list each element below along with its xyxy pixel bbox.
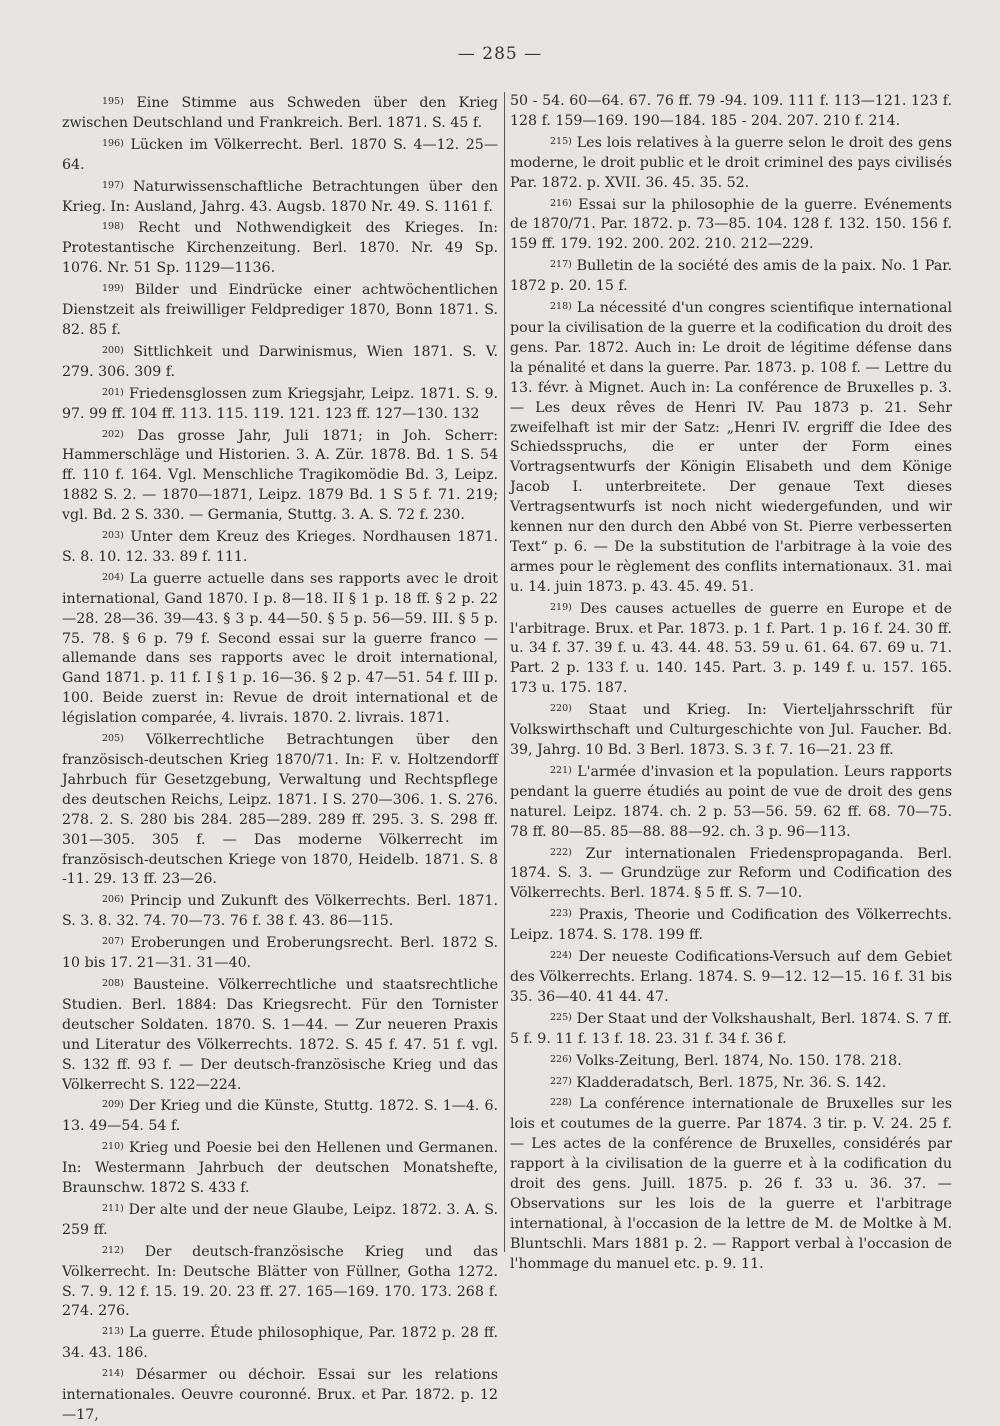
footnote xyxy=(510,194,952,256)
footnote xyxy=(510,1093,952,1274)
footnote-number: 216) xyxy=(550,197,572,209)
footnote xyxy=(62,279,498,341)
footnote xyxy=(510,255,952,297)
footnote xyxy=(62,383,498,425)
footnote xyxy=(62,341,498,383)
footnote-text: Les lois relatives à la guerre selon le droit des gens moderne, le droit public et le droit criminel des pays civilisés Par. 1872. p. XVII. 36. 45. 35. 52. xyxy=(510,134,952,191)
footnote-text: Eine Stimme aus Schweden über den Krieg zwischen Deutschland und Frankreich. Berl. 1871. S. 45 f. xyxy=(62,95,498,131)
footnote xyxy=(62,1241,498,1323)
footnote-number: 214) xyxy=(102,1368,124,1380)
page-number: — 285 — xyxy=(457,44,543,64)
footnote-number: 209) xyxy=(102,1099,124,1111)
footnote-text: Staat und Krieg. In: Vierteljahrsschrift für Volkswirthschaft und Culturgeschichte von Jul. Faucher. Bd. 39, Jahrg. 10 Bd. 3 Berl. 1873. S. 3 f. 7. 16—21. 23 ff. xyxy=(510,702,952,758)
footnote-number: 220) xyxy=(550,703,572,715)
footnote-number: 222) xyxy=(550,846,572,858)
footnote-number: 227) xyxy=(550,1075,572,1087)
footnote-text: Eroberungen und Eroberungsrecht. Berl. 1872 S. 10 bis 17. 21—31. 31—40. xyxy=(62,935,498,972)
footnote-number: 210) xyxy=(102,1141,124,1153)
footnote-number: 204) xyxy=(102,571,124,583)
footnote-number: 228) xyxy=(550,1097,572,1109)
footnote-number: 224) xyxy=(550,950,572,962)
footnote-text: La guerre. Étude philosophique, Par. 1872 p. 28 ff. 34. 43. 186. xyxy=(62,1325,498,1362)
footnote xyxy=(510,904,952,946)
footnote-text: Recht und Nothwendigkeit des Krieges. In: Protestantische Kirchenzeitung. Berl. 1870. Nr. 49 Sp. 1076. Nr. 51 Sp. 1129—1136. xyxy=(62,220,498,277)
footnote xyxy=(510,92,952,132)
footnote-text: Volks-Zeitung, Berl. 1874, No. 150. 178. 218. xyxy=(576,1052,902,1069)
footnote xyxy=(510,761,952,843)
footnote-number: 206) xyxy=(102,894,124,906)
footnote xyxy=(510,1072,952,1094)
footnote xyxy=(62,568,498,729)
column-divider xyxy=(504,92,505,1252)
footnote-text: Bausteine. Völkerrechtliche und staatsrechtliche Studien. Berl. 1884: Das Kriegsrecht. Für den Tornister deutscher Soldaten. 1870. S. 1—44. — Zur neueren Praxis und Literatur des Völkerrechts. 1872. S. 45 f. 47. 51 f. vgl. S. 132 ff. 93 f. — Der deutsch-französische Krieg und das Völkerrecht S. 122—224. xyxy=(62,976,498,1093)
footnote xyxy=(62,932,498,974)
footnote-number: 197) xyxy=(102,179,124,191)
footnote-text: Zur internationalen Friedenspropaganda. Berl. 1874. S. 3. — Grundzüge zur Reform und Codification des Völkerrechts. Berl. 1874. § 5 ff. S. 7—10. xyxy=(510,845,952,902)
footnote-text: Bilder und Eindrücke einer achtwöchentlichen Dienstzeit als freiwilliger Feldprediger 1870, Bonn 1871. S. 82. 85 f. xyxy=(62,282,498,338)
footnote-number: 202) xyxy=(102,428,124,440)
footnote-number: 218) xyxy=(550,301,572,313)
footnote xyxy=(510,1008,952,1050)
footnote xyxy=(62,92,498,134)
left-column xyxy=(62,92,498,1426)
footnote-number: 219) xyxy=(550,601,572,613)
footnote-text: 50 - 54. 60—64. 67. 76 ff. 79 -94. 109. 111 f. 113—121. 123 f. 128 f. 159—169. 190—184. 185 - 204. 207. 210 f. 214. xyxy=(510,93,952,129)
footnote-number: 223) xyxy=(550,908,572,920)
footnote-text: Der deutsch-französische Krieg und das Völkerrecht. In: Deutsche Blätter von Füllner, Gotha 1272. S. 7. 9. 12 f. 15. 19. 20. 23 ff. 27. 165—169. 170. 173. 268 f. 274. 276. xyxy=(62,1243,498,1320)
footnote-text: Der Krieg und die Künste, Stuttg. 1872. S. 1—4. 6. 13. 49—54. 54 f. xyxy=(62,1098,498,1135)
footnote-text: Sittlichkeit und Darwinismus, Wien 1871. S. V. 279. 306. 309 f. xyxy=(62,343,498,380)
footnote-number: 205) xyxy=(102,733,124,745)
footnote-text: Praxis, Theorie und Codification des Völkerrechts. Leipz. 1874. S. 178. 199 ff. xyxy=(510,907,952,944)
footnote-number: 196) xyxy=(102,137,124,149)
right-column xyxy=(510,92,952,1275)
footnote xyxy=(62,425,498,527)
footnote-number: 203) xyxy=(102,530,124,542)
footnote-text: Lücken im Völkerrecht. Berl. 1870 S. 4—12. 25—64. xyxy=(62,136,499,173)
footnote xyxy=(62,1364,498,1426)
footnote-text: Krieg und Poesie bei den Hellenen und Germanen. In: Westermann Jahrbuch der deutschen Monatshefte, Braunschw. 1872 S. 433 f. xyxy=(62,1140,499,1197)
footnote-text: Princip und Zukunft des Völkerrechts. Berl. 1871. S. 3. 8. 32. 74. 70—73. 76 f. 38 f. 43. 86—115. xyxy=(62,893,498,930)
footnote-text: L'armée d'invasion et la population. Leurs rapports pendant la guerre étudiés au point de vue de droit des gens naturel. Leipz. 1874. ch. 2 p. 53—56. 59. 62 ff. 68. 70—75. 78 ff. 80—85. 85—88. 88—92. ch. 3 p. 96—113. xyxy=(510,763,952,840)
footnote-text: La nécessité d'un congres scientifique international pour la civilisation de la guerre et la codification du droit des gens. Par. 1872. Auch in: Le droit de légitime défense dans la pénalité et dans la guerre. Par. 1873. p. 108 f. — Lettre du 13. févr. à Mignet. Auch in: La conférence de Bruxelles p. 3. — Les deux rêves de Henri IV. Pau 1873 p. 21. Sehr zweifelhaft ist mir der Satz: „Henri IV. ergriff die Idee des Schiedsspruchs, die er unter der Form eines Vortragsentwurfs der Königin Elisabeth und dem Könige Jacob I. unterbreitete. Der genaue Text dieses Vertragsentwurfs ist noch nicht wiedergefunden, und wir kennen nur den durch den Abbé von St. Pierre verbesserten Text“ p. 6. — De la substitution de l'arbitrage à la voie des armes pour le règlement des conflits internationaux. 31. mai u. 14. juin 1873. p. 43. 45. 49. 51. xyxy=(510,300,952,595)
footnote xyxy=(62,1095,498,1137)
footnote xyxy=(62,1137,498,1199)
footnote xyxy=(62,1322,498,1364)
footnote-number: 221) xyxy=(550,764,572,776)
footnote-text: La guerre actuelle dans ses rapports avec le droit international, Gand 1870. I p. 8—18. II § 1 p. 18 ff. § 2 p. 22—28. 28—36. 39—43. § 3 p. 44—50. § 5 p. 56—59. III. § 5 p. 75. 78. § 6 p. 79 f. Second essai sur la guerre franco — allemande dans ses rapports avec le droit international, Gand 1871. p. 11 f. I § 1 p. 16—36. § 2 p. 47—51. 54 f. III p. 100. Beide zuerst in: Revue de droit international et de législation comparée, 4. livrais. 1870. 2. livrais. 1871. xyxy=(62,570,498,727)
footnote xyxy=(62,890,498,932)
footnote-number: 200) xyxy=(102,344,124,356)
footnote-text: Bulletin de la société des amis de la paix. No. 1 Par. 1872 p. 20. 15 f. xyxy=(510,258,953,295)
footnote-number: 198) xyxy=(102,221,124,233)
footnote-number: 215) xyxy=(550,135,572,147)
footnote-number: 207) xyxy=(102,936,124,948)
footnote-number: 213) xyxy=(102,1326,124,1338)
footnote xyxy=(62,526,498,568)
footnote-text: Der Staat und der Volkshaushalt, Berl. 1874. S. 7 ff. 5 f. 9. 11 f. 13 f. 18. 23. 31 f. 34 f. 36 f. xyxy=(510,1010,952,1047)
footnote-text: Der alte und der neue Glaube, Leipz. 1872. 3. A. S. 259 ff. xyxy=(62,1201,499,1238)
footnote-text: Essai sur la philosophie de la guerre. Evénements de 1870/71. Par. 1872. p. 73—85. 104. 128 f. 132. 150. 156 f. 159 ff. 179. 192. 200. 202. 210. 212—229. xyxy=(510,196,952,253)
footnote xyxy=(62,134,498,176)
footnote-number: 208) xyxy=(102,977,124,989)
footnote xyxy=(510,843,952,905)
footnote xyxy=(510,132,952,194)
footnote xyxy=(62,217,498,279)
footnote-text: Der neueste Codifications-Versuch auf dem Gebiet des Völkerrechts. Erlang. 1874. S. 9—12. 12—15. 16 f. 31 bis 35. 36—40. 41 44. 47. xyxy=(510,949,952,1005)
footnote xyxy=(62,974,498,1095)
footnote xyxy=(510,297,952,598)
footnote-text: Friedensglossen zum Kriegsjahr, Leipz. 1871. S. 9. 97. 99 ff. 104 ff. 113. 115. 119. 121. 123 ff. 127—130. 132 xyxy=(62,385,498,422)
footnote-text: Désarmer ou déchoir. Essai sur les relations internationales. Oeuvre couronné. Brux. et Par. 1872. p. 12—17, xyxy=(62,1367,498,1423)
footnote-text: Des causes actuelles de guerre en Europe et de l'arbitrage. Brux. et Par. 1873. p. 1 f. Part. 1 p. 16 f. 24. 30 ff. u. 34 f. 37. 39 f. u. 43. 44. 48. 53. 59 u. 61. 64. 67. 69 u. 71. Part. 2 p. 133 f. u. 140. 145. Part. 3. p. 149 f. u. 157. 165. 173 u. 175. 187. xyxy=(510,600,952,697)
footnote xyxy=(62,1199,498,1241)
footnote-text: Kladderadatsch, Berl. 1875, Nr. 36. S. 142. xyxy=(576,1074,887,1091)
footnote-number: 195) xyxy=(102,96,124,107)
footnote-number: 217) xyxy=(550,259,572,271)
footnote-number: 212) xyxy=(102,1244,124,1256)
footnote-number: 225) xyxy=(550,1011,572,1023)
footnote-number: 211) xyxy=(102,1202,124,1214)
footnote-number: 199) xyxy=(102,283,124,295)
footnote xyxy=(510,699,952,761)
footnote xyxy=(62,176,498,218)
footnote xyxy=(510,598,952,700)
footnote-text: Unter dem Kreuz des Krieges. Nordhausen 1871. S. 8. 10. 12. 33. 89 f. 111. xyxy=(62,529,498,565)
footnote-text: Das grosse Jahr, Juli 1871; in Joh. Scherr: Hammerschläge und Historien. 3. A. Zür. 1878. Bd. 1 S. 54 ff. 110 f. 164. Vgl. Menschliche Tragikomödie Bd. 3, Leipz. 1882 S. 2. — 1870—1871, Leipz. 1879 Bd. 1 S 5 f. 71. 219; vgl. Bd. 2 S. 330. — Germania, Stuttg. 3. A. S. 72 f. 230. xyxy=(62,427,498,524)
footnote-text: Naturwissenschaftliche Betrachtungen über den Krieg. In: Ausland, Jahrg. 43. Augsb. 1870 Nr. 49. S. 1161 f. xyxy=(62,178,498,215)
footnote-number: 226) xyxy=(550,1053,572,1065)
footnote-text: Völkerrechtliche Betrachtungen über den französisch-deutschen Krieg 1870/71. In: F. v. Holtzendorff Jahrbuch für Gesetzgebung, Verwaltung und Rechtspflege des deutschen Reichs, Leipz. 1871. I S. 270—306. 1. S. 276. 278. 2. S. 280 bis 284. 285—289. 289 ff. 295. 3. S. 298 ff. 301—305. 305 f. — Das moderne Völkerrecht im französisch-deutschen Kriege von 1870, Heidelb. 1871. S. 8 -11. 29. 13 ff. 23—26. xyxy=(62,732,499,888)
footnote-number: 201) xyxy=(102,386,124,398)
footnote-text: La conférence internationale de Bruxelles sur les lois et coutumes de la guerre. Par 1874. 3 tir. p. V. 24. 25 f. — Les actes de la conférence de Bruxelles, considérés par rapport à la civilisation de la guerre et à la codification du droit des gens. Juill. 1875. p. 26 f. 33 u. 36. 37. — Observations sur les lois de la guerre et l'arbitrage international, à l'occasion de la lettre de M. de Moltke à M. Bluntschli. Mars 1881 p. 2. — Rapport verbal à l'occasion de l'hommage du manuel etc. p. 9. 11. xyxy=(510,1096,952,1272)
footnote xyxy=(510,1050,952,1072)
footnote xyxy=(62,729,498,890)
footnote xyxy=(510,946,952,1008)
